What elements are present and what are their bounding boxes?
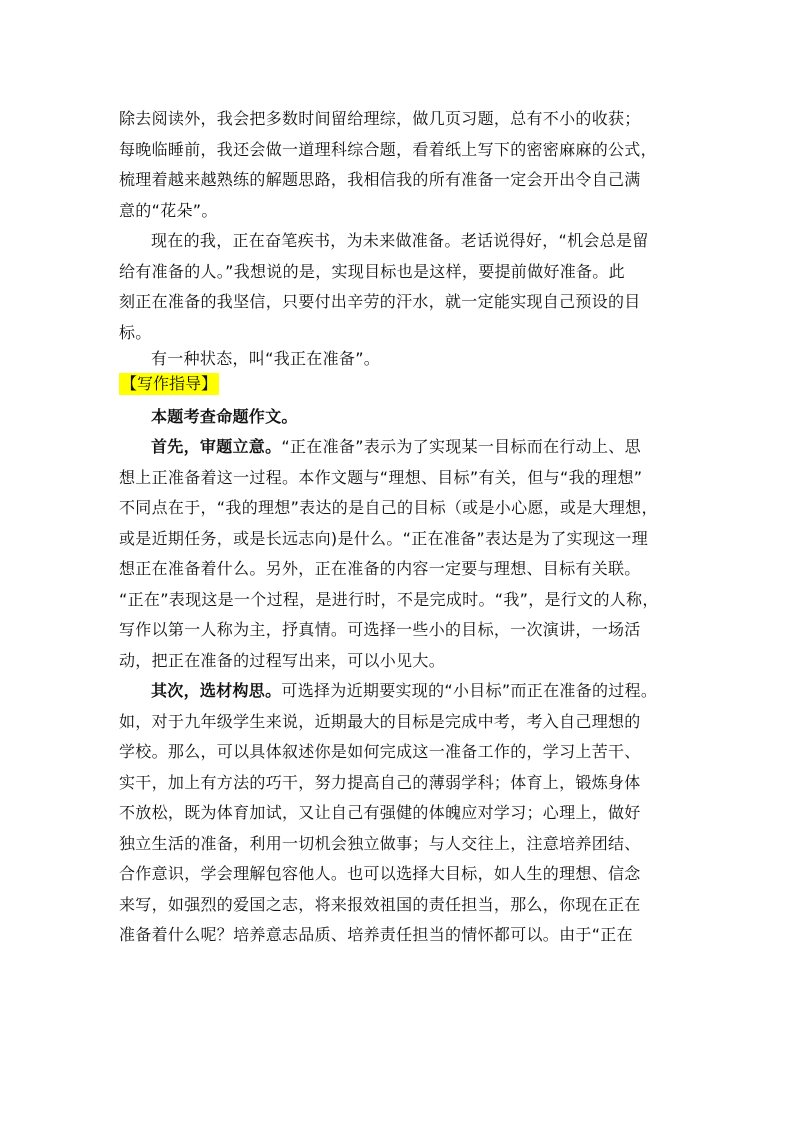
text-line: 学校。那么，可以具体叙述你是如何完成这一准备工作的，学习上苦干、 (119, 742, 641, 761)
text-line: 来写，如强烈的爱国之志，将来报效祖国的责任担当，那么，你现在正在 (119, 894, 641, 914)
guide-first-label: 首先，审题立意。 (151, 437, 282, 456)
guide-second-line (119, 676, 679, 707)
closing-line: 有一种状态，叫“我正在准备”。 (151, 349, 381, 368)
text-line: “正在”表现这是一个过程，是进行时，不是完成时。“我”，是行文的人称， (119, 589, 659, 609)
section-heading: 【写作指导】 (121, 373, 218, 393)
text-line: 现在的我，正在奋笔疾书，为未来做准备。老话说得好，“机会总是留 (151, 231, 649, 250)
text-line: 可选择为近期要实现的“小目标”而正在准备的过程。 (281, 681, 658, 700)
text-line: 每晚临睡前，我还会做一道理科综合题，看着纸上写下的密密麻麻的公式， (119, 139, 657, 159)
text-line: 准备着什么呢？培养意志品质、培养责任担当的情怀都可以。由于“正在 (119, 925, 633, 944)
text-line: 意的“花朵”。 (119, 200, 218, 220)
text-line: 刻正在准备的我坚信，只要付出辛劳的汗水，就一定能实现自己预设的目 (119, 292, 641, 311)
guide-second-label: 其次，选材构思。 (151, 681, 282, 700)
text-line: 独立生活的准备，利用一切机会独立做事；与人交往上，注意培养团结、 (119, 833, 641, 853)
section-heading-wrap (119, 372, 679, 396)
text-line: 如，对于九年级学生来说，近期最大的目标是完成中考，考入自己理想的 (119, 711, 641, 731)
guide-first-line (119, 432, 679, 463)
text-line: “正在准备”表示为了实现某一目标而在行动上、思 (281, 437, 641, 456)
text-line: 给有准备的人。”我想说的是，实现目标也是这样，要提前做好准备。此 (119, 261, 625, 281)
text-line: 梳理着越来越熟练的解题思路，我相信我的所有准备一定会开出令自己满 (119, 170, 641, 189)
text-line: 想上正准备着这一过程。本作文题与“理想、目标”有关，但与“我的理想” (119, 467, 643, 487)
text-line: 想正在准备着什么。另外，正在准备的内容一定要与理想、目标有关联。 (119, 559, 641, 578)
text-line: 不同点在于，“我的理想”表达的是自己的目标（或是小心愿，或是大理想， (119, 498, 658, 517)
text-line: 写作以第一人称为主，抒真情。可选择一些小的目标，一次演讲，一场活 (119, 620, 641, 639)
text-line: 不放松，既为体育加试，又让自己有强健的体魄应对学习；心理上，做好 (119, 803, 641, 822)
text-line: 除去阅读外，我会把多数时间留给理综，做几页习题，总有不小的收获； (119, 109, 641, 128)
guide-intro: 本题考查命题作文。 (151, 406, 298, 426)
text-line: 标。 (119, 322, 152, 342)
text-line: 或是近期任务，或是长远志向)是什么。“正在准备”表达是为了实现这一理 (119, 528, 649, 548)
text-line: 实干，加上有方法的巧干，努力提高自己的薄弱学科；体育上，锻炼身体 (119, 772, 641, 792)
text-line: 合作意识，学会理解包容他人。也可以选择大目标，如人生的理想、信念 (119, 864, 641, 883)
document-page (119, 104, 679, 951)
text-line: 动，把正在准备的过程写出来，可以小见大。 (119, 650, 446, 670)
